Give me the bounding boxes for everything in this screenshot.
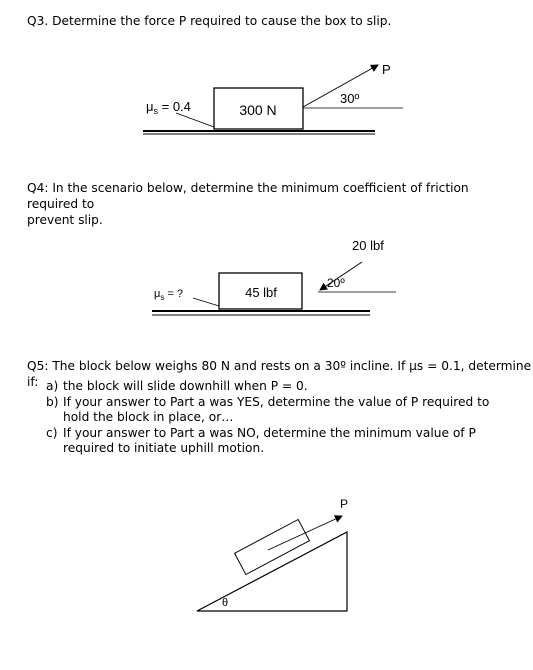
q3-force-label: P <box>382 62 391 77</box>
q4-prompt-line1: Q4: In the scenario below, determine the minimum coefficient of friction required to <box>27 181 469 211</box>
q4-diagram <box>152 238 396 315</box>
q4-mu-symbol: μ <box>154 288 161 300</box>
q5-part-a-text: the block will slide downhill when P = 0. <box>63 379 308 393</box>
q3-angle-label: 30º <box>340 91 360 106</box>
q4-mu-sub: s <box>160 293 165 302</box>
q3-box-label: 300 N <box>239 102 277 118</box>
q5-diagram <box>197 497 348 611</box>
q5-part-b-text: If your answer to Part a was YES, determine the value of P required to hold the block in place, or… <box>63 394 490 424</box>
q5-force-label: P <box>340 497 349 511</box>
q5-part-b-mark: b) <box>46 394 59 409</box>
q5-part-c-text: If your answer to Part a was NO, determine the minimum value of P required to initiate uphill motion. <box>63 425 476 455</box>
q3-diagram <box>143 62 403 134</box>
q4-friction-pointer <box>193 298 219 306</box>
q4-force-label: 20 lbf <box>352 238 384 253</box>
q4-mu-value: = ? <box>164 288 183 300</box>
q4-angle-label: 20º <box>327 276 345 290</box>
q5-part-c-mark: c) <box>46 425 58 440</box>
q3-friction-pointer <box>176 113 214 127</box>
q3-mu-value: = 0.4 <box>158 99 191 114</box>
q3-mu-symbol: μ <box>146 99 154 114</box>
q4-prompt-line2: prevent slip. <box>27 213 103 227</box>
q3-mu-label <box>146 99 191 116</box>
q5-angle-label: θ <box>222 597 229 609</box>
q4-box-label: 45 lbf <box>245 285 277 300</box>
q3-prompt: Q3. Determine the force P required to cause the box to slip. <box>27 14 392 28</box>
q4-mu-label <box>154 288 183 302</box>
q3-mu-sub: s <box>153 106 158 116</box>
q5-part-a-mark: a) <box>46 379 59 393</box>
q5-prompt: Q5: The block below weighs 80 N and rests on a 30º incline. If μs = 0.1, determine if: <box>27 359 532 389</box>
